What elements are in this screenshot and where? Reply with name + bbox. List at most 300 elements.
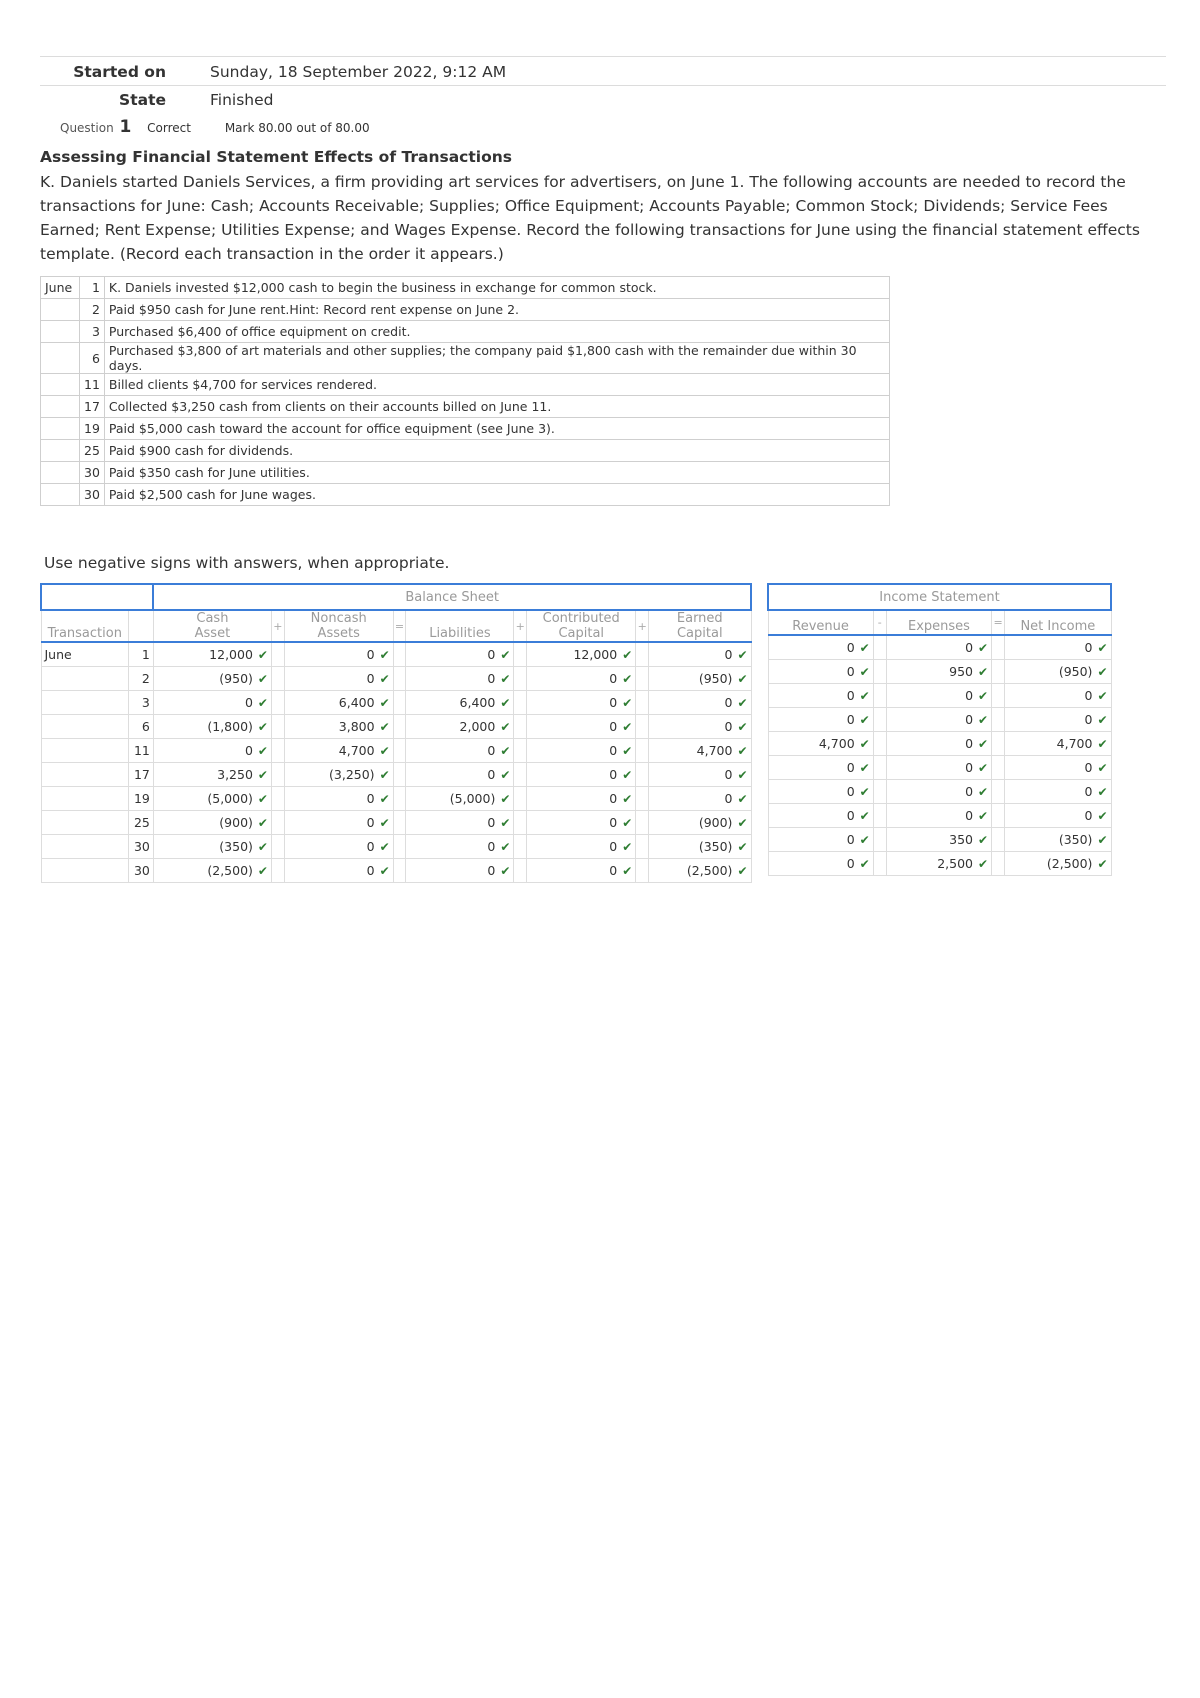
noncash-assets-cell[interactable] [284, 715, 393, 739]
liabilities-cell[interactable] [406, 715, 514, 739]
contributed-capital-cell-value: 0 [609, 839, 618, 854]
contributed-capital-cell[interactable] [527, 715, 636, 739]
transaction-month [41, 484, 80, 506]
check-icon: ✔ [257, 696, 268, 710]
revenue-cell[interactable] [768, 732, 873, 756]
check-icon: ✔ [859, 785, 870, 799]
summary-state-row [40, 85, 1166, 113]
check-icon: ✔ [379, 744, 390, 758]
net-income-cell-value: 0 [1084, 760, 1093, 775]
check-icon: ✔ [1097, 761, 1108, 775]
check-icon: ✔ [622, 816, 633, 830]
net-income-cell[interactable] [1005, 732, 1111, 756]
noncash-assets-cell-value: 0 [366, 671, 375, 686]
transaction-text: Paid $950 cash for June rent.Hint: Record rent expense on June 2. [104, 299, 889, 321]
income-statement-row [768, 660, 1111, 684]
balance-sheet-row [41, 763, 751, 787]
row-day: 25 [129, 811, 154, 835]
balance-sheet-row [41, 715, 751, 739]
state-value: Finished [210, 91, 274, 109]
revenue-cell-value: 0 [846, 856, 855, 871]
contributed-capital-cell-value: 0 [609, 695, 618, 710]
income-statement-row [768, 852, 1111, 876]
liabilities-cell[interactable] [406, 691, 514, 715]
net-income-cell-value: 0 [1084, 688, 1093, 703]
check-icon: ✔ [978, 641, 989, 655]
check-icon: ✔ [379, 864, 390, 878]
check-icon: ✔ [257, 840, 268, 854]
contributed-capital-cell[interactable] [527, 739, 636, 763]
revenue-cell-value: 0 [846, 832, 855, 847]
cash-asset-cell[interactable] [153, 763, 271, 787]
net-income-cell[interactable] [1005, 708, 1111, 732]
check-icon: ✔ [622, 864, 633, 878]
check-icon: ✔ [737, 720, 748, 734]
earned-capital-cell[interactable] [649, 787, 751, 811]
earned-capital-cell[interactable] [649, 763, 751, 787]
negative-signs-note: Use negative signs with answers, when appropriate. [44, 554, 450, 572]
cash-asset-cell-value: (2,500) [207, 863, 253, 878]
transaction-day: 1 [80, 277, 105, 299]
liabilities-cell-value: 0 [487, 815, 496, 830]
row-month [41, 835, 129, 859]
cash-asset-cell-value: (350) [219, 839, 253, 854]
equals-operator: = [393, 610, 406, 642]
liabilities-cell-value: 0 [487, 863, 496, 878]
revenue-cell[interactable] [768, 852, 873, 876]
cash-asset-cell[interactable] [153, 667, 271, 691]
transactions-table [40, 276, 890, 506]
row-day: 11 [129, 739, 154, 763]
plus-operator: + [514, 610, 527, 642]
net-income-cell[interactable] [1005, 635, 1111, 660]
expenses-cell-value: 950 [949, 664, 974, 679]
earned-capital-cell-value: (2,500) [686, 863, 733, 878]
expenses-cell[interactable] [886, 660, 991, 684]
revenue-cell-value: 0 [846, 784, 855, 799]
expenses-cell[interactable] [886, 780, 991, 804]
check-icon: ✔ [500, 864, 511, 878]
transaction-text: Purchased $3,800 of art materials and other supplies; the company paid $1,800 cash with the remainder due within 30 days. [104, 343, 889, 374]
row-day: 19 [129, 787, 154, 811]
check-icon: ✔ [859, 761, 870, 775]
earned-capital-cell-value: 4,700 [696, 743, 733, 758]
cash-asset-cell[interactable] [153, 715, 271, 739]
check-icon: ✔ [379, 768, 390, 782]
problem-text: K. Daniels started Daniels Services, a firm providing art services for advertisers, on June 1. The following accounts are needed to record the transactions for June: Cash; Accounts Receivable; Supplies; Office Equipment; Accounts Payable; Common Stock; Dividends; Service Fees Earned; Rent Expense; Utilities Expense; and Wages Expense. Record the following transactions for June using the financial statement effects template. (Record each transaction in the order it appears.) [40, 173, 1140, 263]
row-day: 2 [129, 667, 154, 691]
revenue-cell-value: 0 [846, 640, 855, 655]
cash-asset-cell[interactable] [153, 811, 271, 835]
check-icon: ✔ [737, 744, 748, 758]
cash-asset-cell-value: (5,000) [207, 791, 253, 806]
check-icon: ✔ [622, 720, 633, 734]
earned-capital-cell[interactable] [649, 739, 751, 763]
transaction-text: Purchased $6,400 of office equipment on credit. [104, 321, 889, 343]
earned-capital-cell-value: 0 [724, 647, 733, 662]
question-mark: Mark 80.00 out of 80.00 [224, 121, 370, 135]
expenses-cell-value: 0 [965, 712, 974, 727]
revenue-cell[interactable] [768, 828, 873, 852]
net-income-cell-value: (2,500) [1046, 856, 1093, 871]
income-statement-row [768, 780, 1111, 804]
net-income-cell-value: 0 [1084, 640, 1093, 655]
check-icon: ✔ [379, 720, 390, 734]
check-icon: ✔ [737, 840, 748, 854]
revenue-cell-value: 0 [846, 808, 855, 823]
check-icon: ✔ [737, 816, 748, 830]
contributed-capital-cell[interactable] [527, 787, 636, 811]
noncash-assets-cell-value: 0 [366, 839, 375, 854]
check-icon: ✔ [859, 713, 870, 727]
contributed-capital-cell-value: 0 [609, 791, 618, 806]
expenses-cell[interactable] [886, 756, 991, 780]
earned-capital-cell[interactable] [649, 715, 751, 739]
earned-capital-cell-value: (900) [698, 815, 733, 830]
liabilities-cell-value: (5,000) [449, 791, 496, 806]
check-icon: ✔ [379, 648, 390, 662]
earned-capital-cell[interactable] [649, 667, 751, 691]
row-month [41, 691, 129, 715]
earned-capital-cell-value: (350) [698, 839, 733, 854]
contributed-capital-cell-value: 0 [609, 719, 618, 734]
net-income-cell[interactable] [1005, 660, 1111, 684]
transaction-month [41, 374, 80, 396]
transaction-month: June [41, 277, 80, 299]
transaction-text: Billed clients $4,700 for services rendered. [104, 374, 889, 396]
liabilities-cell[interactable] [406, 763, 514, 787]
earned-capital-cell[interactable] [649, 691, 751, 715]
question-info [60, 117, 370, 137]
liabilities-cell[interactable] [406, 642, 514, 667]
noncash-assets-cell[interactable] [284, 811, 393, 835]
check-icon: ✔ [622, 768, 633, 782]
cash-asset-cell-value: 12,000 [209, 647, 253, 662]
check-icon: ✔ [1097, 665, 1108, 679]
transaction-day: 30 [80, 484, 105, 506]
check-icon: ✔ [737, 696, 748, 710]
check-icon: ✔ [622, 792, 633, 806]
cash-asset-cell-value: (900) [219, 815, 253, 830]
check-icon: ✔ [500, 648, 511, 662]
liabilities-cell-value: 0 [487, 767, 496, 782]
transaction-month [41, 321, 80, 343]
balance-sheet-row [41, 811, 751, 835]
question-number: 1 [119, 117, 132, 137]
transaction-text: K. Daniels invested $12,000 cash to begin the business in exchange for common stock. [104, 277, 889, 299]
income-statement-row [768, 732, 1111, 756]
row-day: 30 [129, 859, 154, 883]
contributed-capital-cell[interactable] [527, 642, 636, 667]
contributed-capital-cell[interactable] [527, 763, 636, 787]
transaction-row [41, 321, 890, 343]
started-label: Started on [73, 63, 166, 81]
income-statement-row [768, 828, 1111, 852]
contributed-capital-cell-value: 0 [609, 863, 618, 878]
revenue-cell[interactable] [768, 660, 873, 684]
net-income-cell[interactable] [1005, 804, 1111, 828]
earned-capital-cell[interactable] [649, 835, 751, 859]
row-month: June [41, 642, 129, 667]
noncash-assets-cell[interactable] [284, 763, 393, 787]
check-icon: ✔ [379, 696, 390, 710]
row-month [41, 667, 129, 691]
revenue-cell[interactable] [768, 780, 873, 804]
check-icon: ✔ [1097, 641, 1108, 655]
liabilities-cell-value: 0 [487, 647, 496, 662]
check-icon: ✔ [257, 816, 268, 830]
transaction-month [41, 440, 80, 462]
liabilities-cell[interactable] [406, 859, 514, 883]
question-state: Correct [147, 121, 191, 135]
transaction-month [41, 396, 80, 418]
transaction-text: Paid $900 cash for dividends. [104, 440, 889, 462]
check-icon: ✔ [859, 665, 870, 679]
revenue-cell[interactable] [768, 684, 873, 708]
check-icon: ✔ [978, 737, 989, 751]
noncash-assets-header: Noncash Assets [284, 610, 393, 642]
expenses-header: Expenses [886, 610, 991, 635]
expenses-cell-value: 0 [965, 688, 974, 703]
noncash-assets-cell[interactable] [284, 667, 393, 691]
check-icon: ✔ [1097, 833, 1108, 847]
revenue-cell-value: 4,700 [818, 736, 855, 751]
income-statement-row [768, 804, 1111, 828]
check-icon: ✔ [978, 689, 989, 703]
transaction-row [41, 277, 890, 299]
contributed-capital-cell[interactable] [527, 811, 636, 835]
net-income-header: Net Income [1005, 610, 1111, 635]
earned-capital-header: Earned Capital [649, 610, 751, 642]
row-day: 1 [129, 642, 154, 667]
contributed-capital-cell[interactable] [527, 667, 636, 691]
check-icon: ✔ [1097, 857, 1108, 871]
earned-capital-cell[interactable] [649, 859, 751, 883]
contributed-capital-cell-value: 0 [609, 743, 618, 758]
transaction-day: 3 [80, 321, 105, 343]
check-icon: ✔ [622, 840, 633, 854]
revenue-cell[interactable] [768, 708, 873, 732]
transaction-month [41, 299, 80, 321]
balance-sheet-row [41, 739, 751, 763]
row-month [41, 787, 129, 811]
check-icon: ✔ [1097, 713, 1108, 727]
noncash-assets-cell[interactable] [284, 691, 393, 715]
cash-asset-cell[interactable] [153, 835, 271, 859]
transaction-row [41, 462, 890, 484]
row-month [41, 763, 129, 787]
noncash-assets-cell[interactable] [284, 859, 393, 883]
earned-capital-cell[interactable] [649, 642, 751, 667]
transaction-month [41, 418, 80, 440]
net-income-cell-value: (350) [1058, 832, 1093, 847]
expenses-cell-value: 0 [965, 736, 974, 751]
net-income-cell[interactable] [1005, 684, 1111, 708]
contributed-capital-cell[interactable] [527, 835, 636, 859]
income-statement-row [768, 684, 1111, 708]
check-icon: ✔ [978, 857, 989, 871]
balance-sheet-row [41, 667, 751, 691]
income-statement-header: Income Statement [768, 584, 1111, 610]
liabilities-cell[interactable] [406, 811, 514, 835]
transaction-row [41, 396, 890, 418]
expenses-cell[interactable] [886, 828, 991, 852]
expenses-cell[interactable] [886, 804, 991, 828]
net-income-cell[interactable] [1005, 756, 1111, 780]
balance-sheet-row [41, 835, 751, 859]
revenue-cell[interactable] [768, 804, 873, 828]
liabilities-cell[interactable] [406, 835, 514, 859]
transaction-month [41, 462, 80, 484]
revenue-cell[interactable] [768, 756, 873, 780]
plus-operator: + [271, 610, 284, 642]
cash-asset-cell[interactable] [153, 691, 271, 715]
check-icon: ✔ [1097, 737, 1108, 751]
check-icon: ✔ [257, 648, 268, 662]
problem-title: Assessing Financial Statement Effects of Transactions [40, 148, 512, 166]
row-day: 17 [129, 763, 154, 787]
noncash-assets-cell-value: 3,800 [338, 719, 375, 734]
check-icon: ✔ [622, 672, 633, 686]
cash-asset-cell-value: 3,250 [217, 767, 253, 782]
minus-operator: - [873, 610, 886, 635]
check-icon: ✔ [257, 672, 268, 686]
check-icon: ✔ [500, 792, 511, 806]
revenue-cell[interactable] [768, 635, 873, 660]
check-icon: ✔ [257, 792, 268, 806]
expenses-cell-value: 350 [949, 832, 974, 847]
transaction-day: 6 [80, 343, 105, 374]
row-month [41, 859, 129, 883]
contributed-capital-cell[interactable] [527, 691, 636, 715]
check-icon: ✔ [500, 840, 511, 854]
contributed-capital-cell-value: 12,000 [573, 647, 618, 662]
check-icon: ✔ [622, 744, 633, 758]
check-icon: ✔ [859, 737, 870, 751]
row-month [41, 739, 129, 763]
net-income-cell-value: (950) [1058, 664, 1093, 679]
noncash-assets-cell-value: 0 [366, 863, 375, 878]
transaction-text: Paid $2,500 cash for June wages. [104, 484, 889, 506]
cash-asset-cell[interactable] [153, 787, 271, 811]
transaction-text: Paid $350 cash for June utilities. [104, 462, 889, 484]
transaction-row [41, 418, 890, 440]
balance-sheet-row [41, 691, 751, 715]
noncash-assets-cell[interactable] [284, 787, 393, 811]
state-label: State [119, 91, 166, 109]
check-icon: ✔ [379, 672, 390, 686]
check-icon: ✔ [257, 744, 268, 758]
row-month [41, 715, 129, 739]
check-icon: ✔ [379, 792, 390, 806]
noncash-assets-cell[interactable] [284, 642, 393, 667]
liabilities-cell[interactable] [406, 667, 514, 691]
contributed-capital-cell[interactable] [527, 859, 636, 883]
check-icon: ✔ [978, 761, 989, 775]
plus-operator: + [636, 610, 649, 642]
transaction-header: Transaction [41, 610, 129, 642]
check-icon: ✔ [737, 792, 748, 806]
noncash-assets-cell-value: 4,700 [338, 743, 375, 758]
cash-asset-cell[interactable] [153, 642, 271, 667]
liabilities-header: Liabilities [406, 610, 514, 642]
question-label: Question [60, 121, 114, 135]
net-income-cell-value: 0 [1084, 808, 1093, 823]
check-icon: ✔ [737, 864, 748, 878]
expenses-cell[interactable] [886, 708, 991, 732]
check-icon: ✔ [500, 744, 511, 758]
contributed-capital-cell-value: 0 [609, 815, 618, 830]
check-icon: ✔ [737, 768, 748, 782]
cash-asset-header: Cash Asset [153, 610, 271, 642]
contributed-capital-header: Contributed Capital [527, 610, 636, 642]
row-day: 6 [129, 715, 154, 739]
earned-capital-cell-value: 0 [724, 791, 733, 806]
check-icon: ✔ [737, 648, 748, 662]
check-icon: ✔ [500, 816, 511, 830]
transaction-day: 2 [80, 299, 105, 321]
expenses-cell-value: 0 [965, 784, 974, 799]
noncash-assets-cell[interactable] [284, 835, 393, 859]
expenses-cell[interactable] [886, 732, 991, 756]
row-month [41, 811, 129, 835]
expenses-cell[interactable] [886, 635, 991, 660]
net-income-cell[interactable] [1005, 780, 1111, 804]
liabilities-cell[interactable] [406, 787, 514, 811]
noncash-assets-cell[interactable] [284, 739, 393, 763]
check-icon: ✔ [859, 689, 870, 703]
revenue-cell-value: 0 [846, 760, 855, 775]
noncash-assets-cell-value: 6,400 [338, 695, 375, 710]
liabilities-cell[interactable] [406, 739, 514, 763]
net-income-cell[interactable] [1005, 828, 1111, 852]
cash-asset-cell-value: 0 [244, 743, 253, 758]
check-icon: ✔ [257, 720, 268, 734]
income-statement-row [768, 708, 1111, 732]
noncash-assets-cell-value: 0 [366, 647, 375, 662]
started-value: Sunday, 18 September 2022, 9:12 AM [210, 63, 507, 81]
transaction-row [41, 440, 890, 462]
expenses-cell-value: 2,500 [937, 856, 974, 871]
check-icon: ✔ [257, 768, 268, 782]
cash-asset-cell[interactable] [153, 859, 271, 883]
cash-asset-cell[interactable] [153, 739, 271, 763]
liabilities-cell-value: 6,400 [459, 695, 496, 710]
transaction-text: Collected $3,250 cash from clients on their accounts billed on June 11. [104, 396, 889, 418]
expenses-cell[interactable] [886, 684, 991, 708]
transaction-month [41, 343, 80, 374]
expenses-cell-value: 0 [965, 808, 974, 823]
check-icon: ✔ [1097, 809, 1108, 823]
balance-sheet-header: Balance Sheet [153, 584, 751, 610]
check-icon: ✔ [859, 641, 870, 655]
balance-sheet-row [41, 787, 751, 811]
earned-capital-cell[interactable] [649, 811, 751, 835]
expenses-cell[interactable] [886, 852, 991, 876]
transaction-day: 30 [80, 462, 105, 484]
check-icon: ✔ [622, 648, 633, 662]
row-day: 3 [129, 691, 154, 715]
liabilities-cell-value: 2,000 [459, 719, 496, 734]
noncash-assets-cell-value: (3,250) [329, 767, 375, 782]
net-income-cell[interactable] [1005, 852, 1111, 876]
transaction-day: 11 [80, 374, 105, 396]
check-icon: ✔ [859, 809, 870, 823]
summary-started-row [40, 57, 1166, 85]
balance-sheet-table [40, 583, 752, 883]
check-icon: ✔ [500, 672, 511, 686]
check-icon: ✔ [737, 672, 748, 686]
